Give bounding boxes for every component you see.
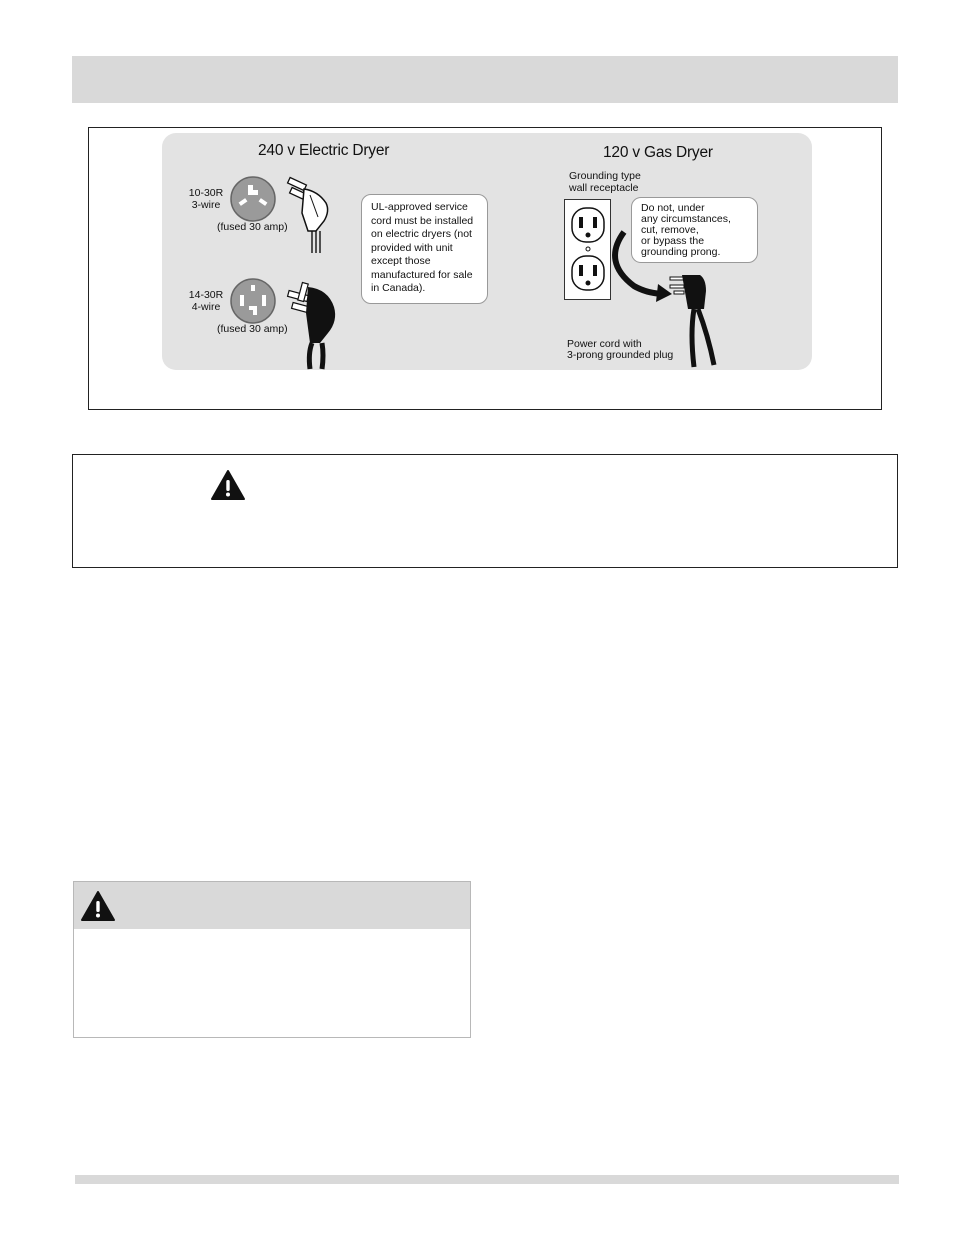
receptacle-4wire-label: 14-30R 4-wire [188, 289, 224, 313]
service-cord-note: UL-approved service cord must be installed on electric dryers (not provided with unit except those manufactured for sale in Canada). [361, 194, 488, 304]
diagram-panel [162, 133, 812, 370]
power-cord-figure [88, 127, 882, 410]
receptacle-4wire-icon [229, 277, 277, 325]
warning-triangle-icon [210, 469, 246, 501]
caution-box [73, 881, 471, 1038]
fuse-label-3wire: (fused 30 amp) [217, 221, 288, 233]
grounded-plug-icon [670, 273, 718, 367]
page-header-bar [72, 56, 898, 103]
page-footer-bar [75, 1175, 899, 1184]
caution-header [74, 882, 470, 929]
plug-4prong-icon [286, 277, 340, 369]
electric-dryer-title: 240 v Electric Dryer [258, 142, 390, 159]
receptacle-label: Grounding type wall receptacle [569, 170, 641, 194]
receptacle-3wire-label: 10-30R 3-wire [188, 187, 224, 211]
grounding-prong-warning-note: Do not, under any circumstances, cut, remove, or bypass the grounding prong. [631, 197, 758, 263]
power-cord-label: Power cord with 3-prong grounded plug [567, 338, 674, 361]
fuse-label-4wire: (fused 30 amp) [217, 323, 288, 335]
warning-triangle-icon [80, 890, 116, 922]
plug-3prong-icon [286, 175, 336, 255]
gas-dryer-title: 120 v Gas Dryer [603, 144, 713, 161]
wall-receptacle-plate [564, 199, 611, 300]
warning-box [72, 454, 898, 568]
receptacle-3wire-icon [229, 175, 277, 223]
duplex-outlet-icon [570, 206, 606, 294]
